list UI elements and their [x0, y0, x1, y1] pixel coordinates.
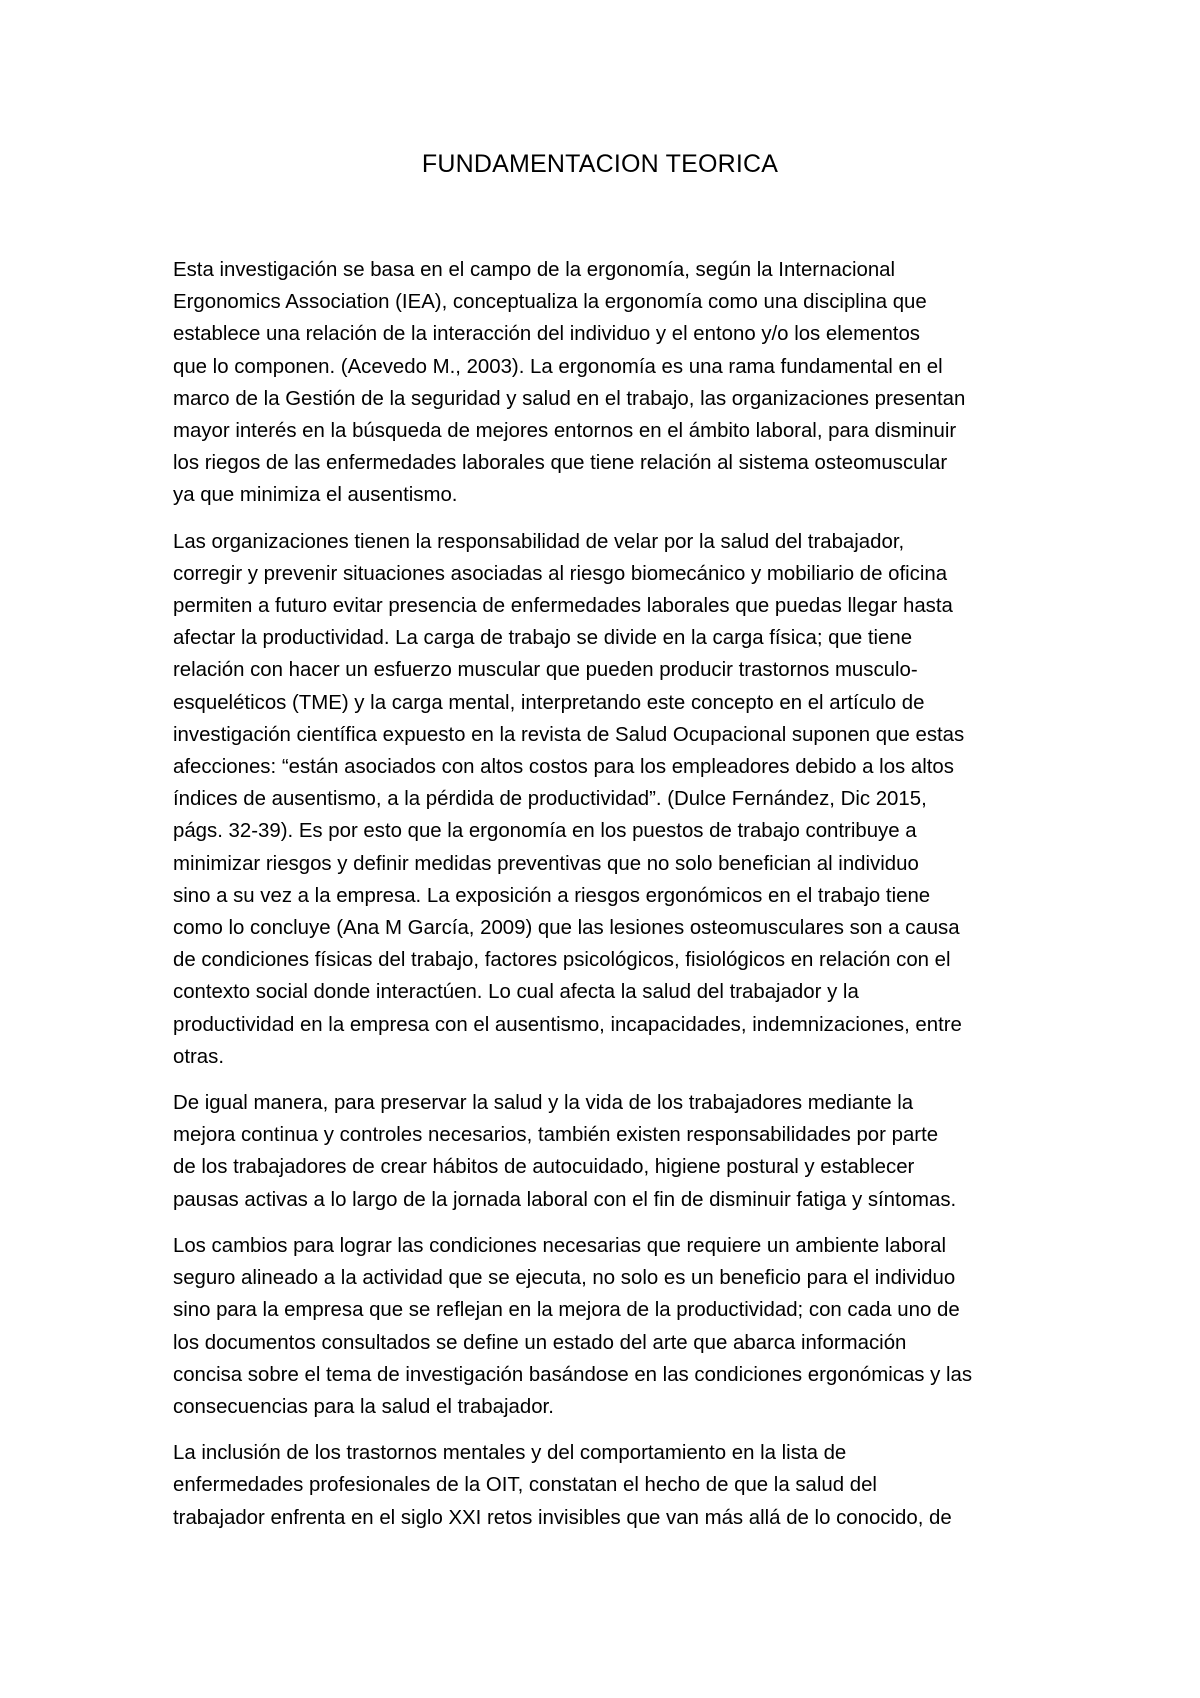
text-line: La inclusión de los trastornos mentales y del comportamiento en la lista de: [173, 1442, 847, 1465]
text-line: los documentos consultados se define un estado del arte que abarca información: [173, 1331, 907, 1354]
text-line: permiten a futuro evitar presencia de enfermedades laborales que puedas llegar hasta: [173, 595, 953, 618]
text-line: productividad en la empresa con el ausentismo, incapacidades, indemnizaciones, entre: [173, 1013, 962, 1036]
text-line: corregir y prevenir situaciones asociadas al riesgo biomecánico y mobiliario de oficina: [173, 562, 948, 585]
paragraph-5: [173, 1437, 1053, 1534]
text-line: sino a su vez a la empresa. La exposición a riesgos ergonómicos en el trabajo tiene: [173, 884, 931, 907]
text-line: investigación científica expuesto en la revista de Salud Ocupacional suponen que estas: [173, 723, 965, 746]
text-line: marco de la Gestión de la seguridad y salud en el trabajo, las organizaciones presentan: [173, 387, 966, 410]
paragraph-3: [173, 1087, 1053, 1216]
text-line: que lo componen. (Acevedo M., 2003). La ergonomía es una rama fundamental en el: [173, 355, 943, 378]
text-line: De igual manera, para preservar la salud y la vida de los trabajadores mediante la: [173, 1092, 914, 1115]
text-line: de los trabajadores de crear hábitos de autocuidado, higiene postural y establecer: [173, 1156, 915, 1179]
text-line: seguro alineado a la actividad que se ejecuta, no solo es un beneficio para el individuo: [173, 1267, 956, 1290]
paragraph-4: [173, 1230, 1053, 1423]
text-line: contexto social donde interactúen. Lo cual afecta la salud del trabajador y la: [173, 981, 859, 1004]
text-line: trabajador enfrenta en el siglo XXI retos invisibles que van más allá de lo conocido, de: [173, 1506, 952, 1529]
text-line: concisa sobre el tema de investigación basándose en las condiciones ergonómicas y las: [173, 1363, 973, 1386]
text-line: relación con hacer un esfuerzo muscular que pueden producir trastornos musculo-: [173, 659, 918, 682]
text-line: Esta investigación se basa en el campo de la ergonomía, según la Internacional: [173, 259, 896, 281]
text-line: enfermedades profesionales de la OIT, constatan el hecho de que la salud del: [173, 1474, 877, 1497]
text-line: sino para la empresa que se reflejan en la mejora de la productividad; con cada uno de: [173, 1299, 960, 1322]
text-line: Ergonomics Association (IEA), conceptualiza la ergonomía como una disciplina que: [173, 291, 927, 314]
text-line: de condiciones físicas del trabajo, factores psicológicos, fisiológicos en relación con el: [173, 949, 951, 972]
text-line: índices de ausentismo, a la pérdida de productividad”. (Dulce Fernández, Dic 2015,: [173, 788, 927, 811]
text-line: establece una relación de la interacción del individuo y el entono y/o los elementos: [173, 323, 920, 346]
text-line: otras.: [173, 1045, 224, 1068]
paragraph-1: [173, 254, 1053, 512]
text-line: esqueléticos (TME) y la carga mental, interpretando este concepto en el artículo de: [173, 691, 925, 714]
text-line: afectar la productividad. La carga de trabajo se divide en la carga física; que tiene: [173, 627, 913, 650]
text-line: Las organizaciones tienen la responsabilidad de velar por la salud del trabajador,: [173, 530, 905, 553]
document-body: [173, 254, 1053, 1548]
text-line: mayor interés en la búsqueda de mejores entornos en el ámbito laboral, para disminuir: [173, 420, 957, 443]
paragraph-2: [173, 526, 1053, 1073]
text-line: los riegos de las enfermedades laborales que tiene relación al sistema osteomuscular: [173, 452, 948, 475]
text-line: Los cambios para lograr las condiciones necesarias que requiere un ambiente laboral: [173, 1234, 947, 1257]
text-line: como lo concluye (Ana M García, 2009) que las lesiones osteomusculares son a causa: [173, 917, 960, 940]
text-line: afecciones: “están asociados con altos costos para los empleadores debido a los altos: [173, 756, 954, 779]
text-line: ya que minimiza el ausentismo.: [173, 484, 458, 507]
text-line: mejora continua y controles necesarios, también existen responsabilidades por parte: [173, 1124, 939, 1147]
text-line: págs. 32-39). Es por esto que la ergonomía en los puestos de trabajo contribuye a: [173, 820, 917, 843]
document-title: FUNDAMENTACION TEORICA: [421, 150, 779, 178]
text-line: consecuencias para la salud el trabajador.: [173, 1395, 554, 1418]
text-line: minimizar riesgos y definir medidas preventivas que no solo benefician al individuo: [173, 852, 919, 875]
text-line: pausas activas a lo largo de la jornada laboral con el fin de disminuir fatiga y síntomas.: [173, 1188, 957, 1211]
